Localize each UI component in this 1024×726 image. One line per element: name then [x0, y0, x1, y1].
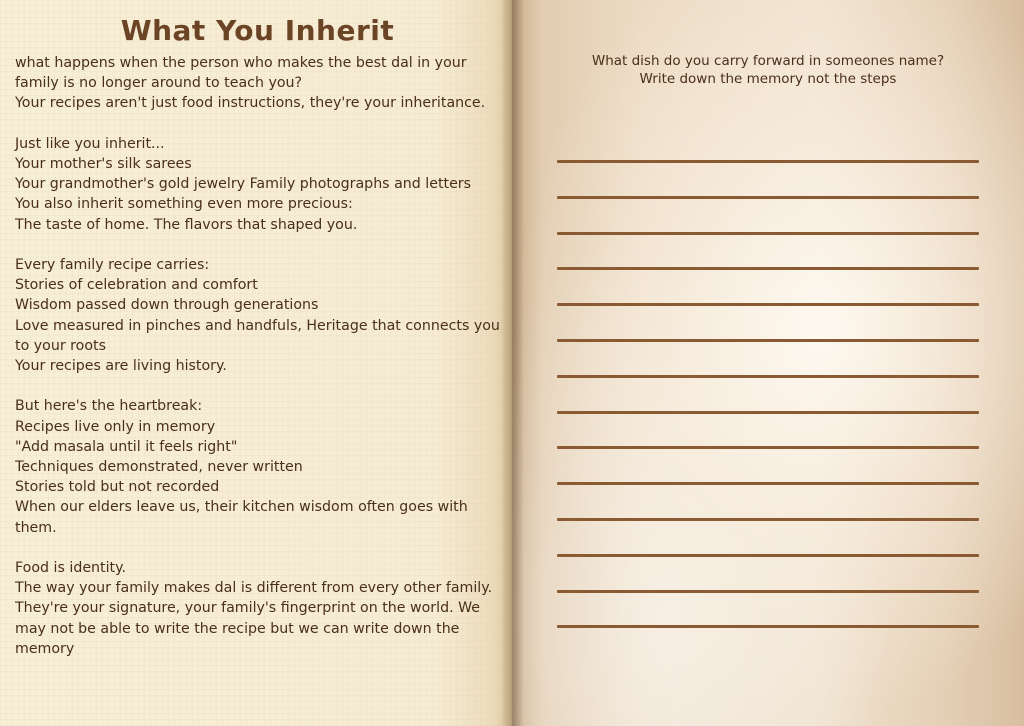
- writing-line[interactable]: [557, 339, 979, 342]
- text-line: Love measured in pinches and handfuls, Heritage that connects you to your roots: [15, 317, 500, 354]
- text-line: When our elders leave us, their kitchen wisdom often goes with them.: [15, 499, 468, 536]
- writing-line[interactable]: [557, 375, 979, 378]
- text-line: Your recipes are living history.: [15, 358, 227, 375]
- text-line: Your recipes aren't just food instructions, they're your inheritance.: [15, 95, 486, 112]
- paragraph: [15, 396, 510, 537]
- paragraph: [15, 53, 510, 114]
- writing-line[interactable]: [557, 303, 979, 306]
- text-line: Stories of celebration and comfort: [15, 277, 258, 294]
- text-line: "Add masala until it feels right": [15, 438, 238, 455]
- text-line: But here's the heartbreak:: [15, 398, 203, 415]
- writing-line[interactable]: [557, 482, 979, 485]
- text-line: Recipes live only in memory: [15, 418, 216, 435]
- text-line: Every family recipe carries:: [15, 257, 210, 273]
- text-line: Just like you inherit...: [15, 135, 165, 152]
- text-line: Techniques demonstrated, never written: [15, 459, 303, 476]
- writing-line[interactable]: [557, 590, 979, 593]
- writing-line[interactable]: [557, 411, 979, 414]
- text-line: Your mother's silk sarees: [15, 156, 192, 172]
- writing-line[interactable]: [557, 554, 979, 557]
- paragraph: [15, 134, 510, 235]
- journal-prompt: [512, 52, 1024, 88]
- writing-line[interactable]: [557, 160, 979, 163]
- prompt-instruction: Write down the memory not the steps: [639, 71, 897, 87]
- prompt-question: What dish do you carry forward in someones name?: [591, 53, 945, 69]
- right-page: [512, 0, 1024, 726]
- writing-line[interactable]: [557, 232, 979, 235]
- writing-line[interactable]: [557, 625, 979, 628]
- paragraph: [15, 255, 510, 376]
- text-line: what happens when the person who makes the best dal in your family is no longer around to teach you?: [15, 55, 467, 92]
- writing-line[interactable]: [557, 267, 979, 270]
- writing-line[interactable]: [557, 446, 979, 449]
- text-line: The taste of home. The flavors that shaped you.: [15, 216, 358, 233]
- text-line: Food is identity.: [15, 560, 126, 577]
- text-line: You also inherit something even more precious:: [15, 196, 353, 213]
- body-text: [15, 53, 510, 659]
- text-line: Wisdom passed down through generations: [15, 297, 319, 314]
- page-title: What You Inherit: [120, 14, 395, 47]
- text-line: The way your family makes dal is different from every other family. They're your signature, your family's fingerprint on the world. We may not be able to write the recipe but we can write down the memory: [15, 580, 493, 657]
- writing-line[interactable]: [557, 518, 979, 521]
- text-line: Your grandmother's gold jewelry Family photographs and letters: [15, 176, 472, 193]
- paragraph: [15, 558, 510, 659]
- writing-line[interactable]: [557, 196, 979, 199]
- text-line: Stories told but not recorded: [15, 479, 220, 496]
